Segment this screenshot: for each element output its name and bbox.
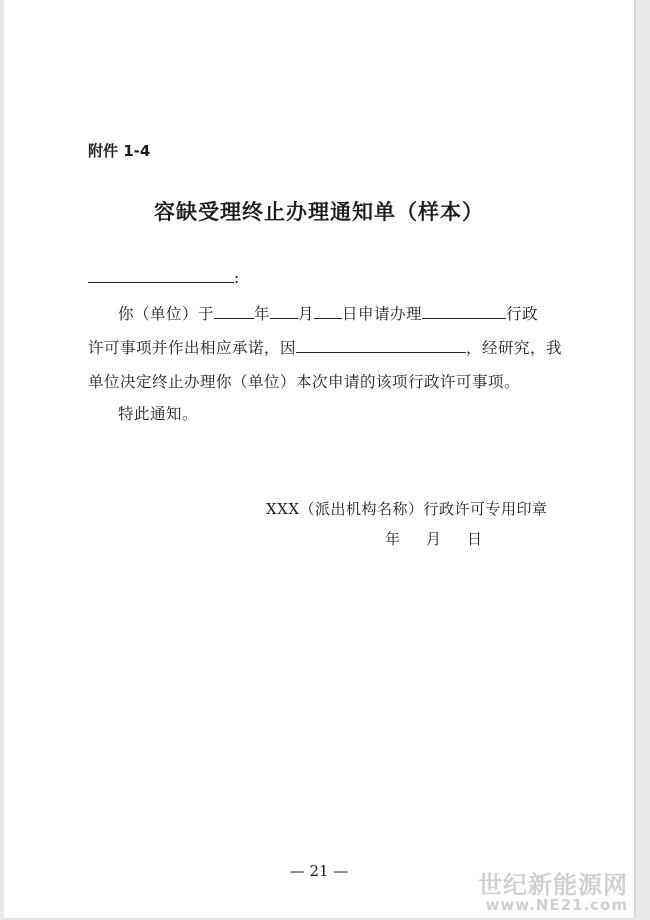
watermark-main: 世纪新能源网 [478,871,628,900]
para1-text-4: 日申请办理 [342,305,423,323]
date-line [385,528,482,549]
date-month: 月 [426,530,442,548]
watermark-url: www.NE21.com [485,896,628,915]
para1-text-1: 你（单位）于 [118,305,215,323]
document-title: 容缺受理终止办理通知单（样本） [154,200,484,224]
item-blank [422,304,506,319]
addressee-colon: : [234,269,240,287]
day-blank [314,304,342,319]
date-day: 日 [467,530,483,548]
addressee-blank [88,268,234,283]
attachment-label: 附件 1-4 [88,142,151,160]
para1-text-2: 年 [254,305,271,323]
paragraph-1-end: 单位决定终止办理你（单位）本次申请的该项行政许可事项。 [88,373,521,391]
document-page [4,0,634,918]
para1-text-5: 行政 [506,305,539,323]
seal-line: XXX（派出机构名称）行政许可专用印章 [266,500,548,518]
month-blank [270,304,298,319]
date-year: 年 [385,530,401,548]
reason-blank [296,338,466,353]
year-blank [214,304,254,319]
para1-text-3: 月 [298,305,315,323]
page-number: — 21 — [289,862,349,880]
watermark [478,873,628,914]
paragraph-1-cont [88,336,562,358]
para2-text-1: 许可事项并作出相应承诺，因 [88,339,297,357]
para2-text-2: ，经研究，我 [466,339,563,357]
paragraph-1 [118,302,538,324]
closing-notice: 特此通知。 [118,405,199,423]
addressee-line [88,268,240,287]
